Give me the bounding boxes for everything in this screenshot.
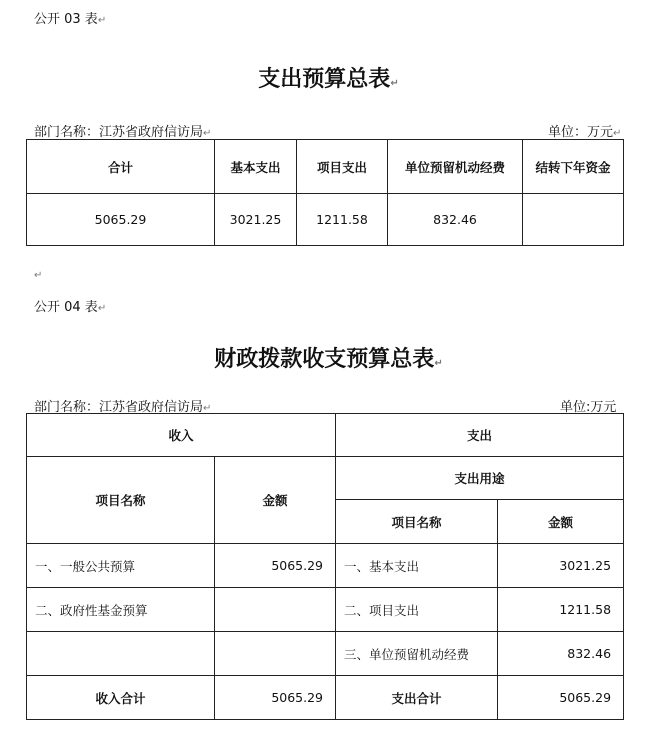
value-reserve-fund: 832.46 — [388, 194, 523, 246]
unit-03-text: 单位：万元 — [548, 125, 614, 140]
table-header-row — [27, 414, 624, 457]
expense-amount: 832.46 — [498, 632, 624, 676]
table-row — [27, 632, 624, 676]
unit-03 — [548, 121, 621, 140]
expense-name: 一、基本支出 — [336, 544, 498, 588]
paragraph-mark: ↵ — [97, 15, 107, 26]
unit-04-text: 单位:万元 — [560, 400, 617, 415]
table-header-row — [27, 457, 624, 500]
expense-amount: 3021.25 — [498, 544, 624, 588]
paragraph-mark: ↵ — [203, 128, 212, 139]
paragraph-mark: ↵ — [97, 303, 107, 314]
header-income-amount: 金额 — [215, 457, 336, 544]
expense-amount: 1211.58 — [498, 588, 624, 632]
income-amount: 5065.29 — [215, 544, 336, 588]
table-header-row — [27, 140, 624, 194]
header-carryover: 结转下年资金 — [523, 140, 624, 194]
table-total-row — [27, 676, 624, 720]
income-name — [27, 632, 215, 676]
fiscal-budget-table — [26, 413, 624, 720]
header-income-item-name: 项目名称 — [27, 457, 215, 544]
paragraph-mark: ↵ — [434, 358, 443, 369]
income-amount — [215, 632, 336, 676]
header-project-expense: 项目支出 — [297, 140, 388, 194]
header-income: 收入 — [27, 414, 336, 457]
page-title-03 — [0, 62, 657, 93]
expense-budget-table — [26, 139, 624, 246]
header-reserve-fund: 单位预留机动经费 — [388, 140, 523, 194]
dept-name-04-text: 部门名称：江苏省政府信访局 — [34, 400, 204, 415]
expense-total-value: 5065.29 — [498, 676, 624, 720]
table-row — [27, 544, 624, 588]
header-expense: 支出 — [336, 414, 624, 457]
page-title-03-text: 支出预算总表 — [258, 67, 391, 92]
header-expense-item-name: 项目名称 — [336, 500, 498, 544]
table-04-label — [34, 296, 106, 315]
paragraph-mark: ↵ — [390, 78, 399, 89]
expense-name: 三、单位预留机动经费 — [336, 632, 498, 676]
value-project-expense: 1211.58 — [297, 194, 388, 246]
page-title-04 — [0, 342, 657, 373]
table-row — [27, 194, 624, 246]
table-04-label-text: 公开 04 表 — [34, 300, 98, 315]
header-basic-expense: 基本支出 — [215, 140, 297, 194]
table-03-label-text: 公开 03 表 — [34, 12, 98, 27]
value-basic-expense: 3021.25 — [215, 194, 297, 246]
table-03-label — [34, 8, 106, 27]
paragraph-mark: ↵ — [613, 128, 622, 139]
expense-total-label: 支出合计 — [336, 676, 498, 720]
income-amount — [215, 588, 336, 632]
header-expense-amount: 金额 — [498, 500, 624, 544]
income-total-value: 5065.29 — [215, 676, 336, 720]
paragraph-mark: ↵ — [34, 270, 43, 281]
value-total: 5065.29 — [27, 194, 215, 246]
income-name: 一、一般公共预算 — [27, 544, 215, 588]
dept-name-03 — [34, 121, 211, 140]
paragraph-mark: ↵ — [203, 403, 212, 414]
header-expense-use: 支出用途 — [336, 457, 624, 500]
expense-name: 二、项目支出 — [336, 588, 498, 632]
table-row — [27, 588, 624, 632]
header-total: 合计 — [27, 140, 215, 194]
page-title-04-text: 财政拨款收支预算总表 — [214, 347, 435, 372]
dept-name-03-text: 部门名称：江苏省政府信访局 — [34, 125, 204, 140]
value-carryover — [523, 194, 624, 246]
income-total-label: 收入合计 — [27, 676, 215, 720]
income-name: 二、政府性基金预算 — [27, 588, 215, 632]
